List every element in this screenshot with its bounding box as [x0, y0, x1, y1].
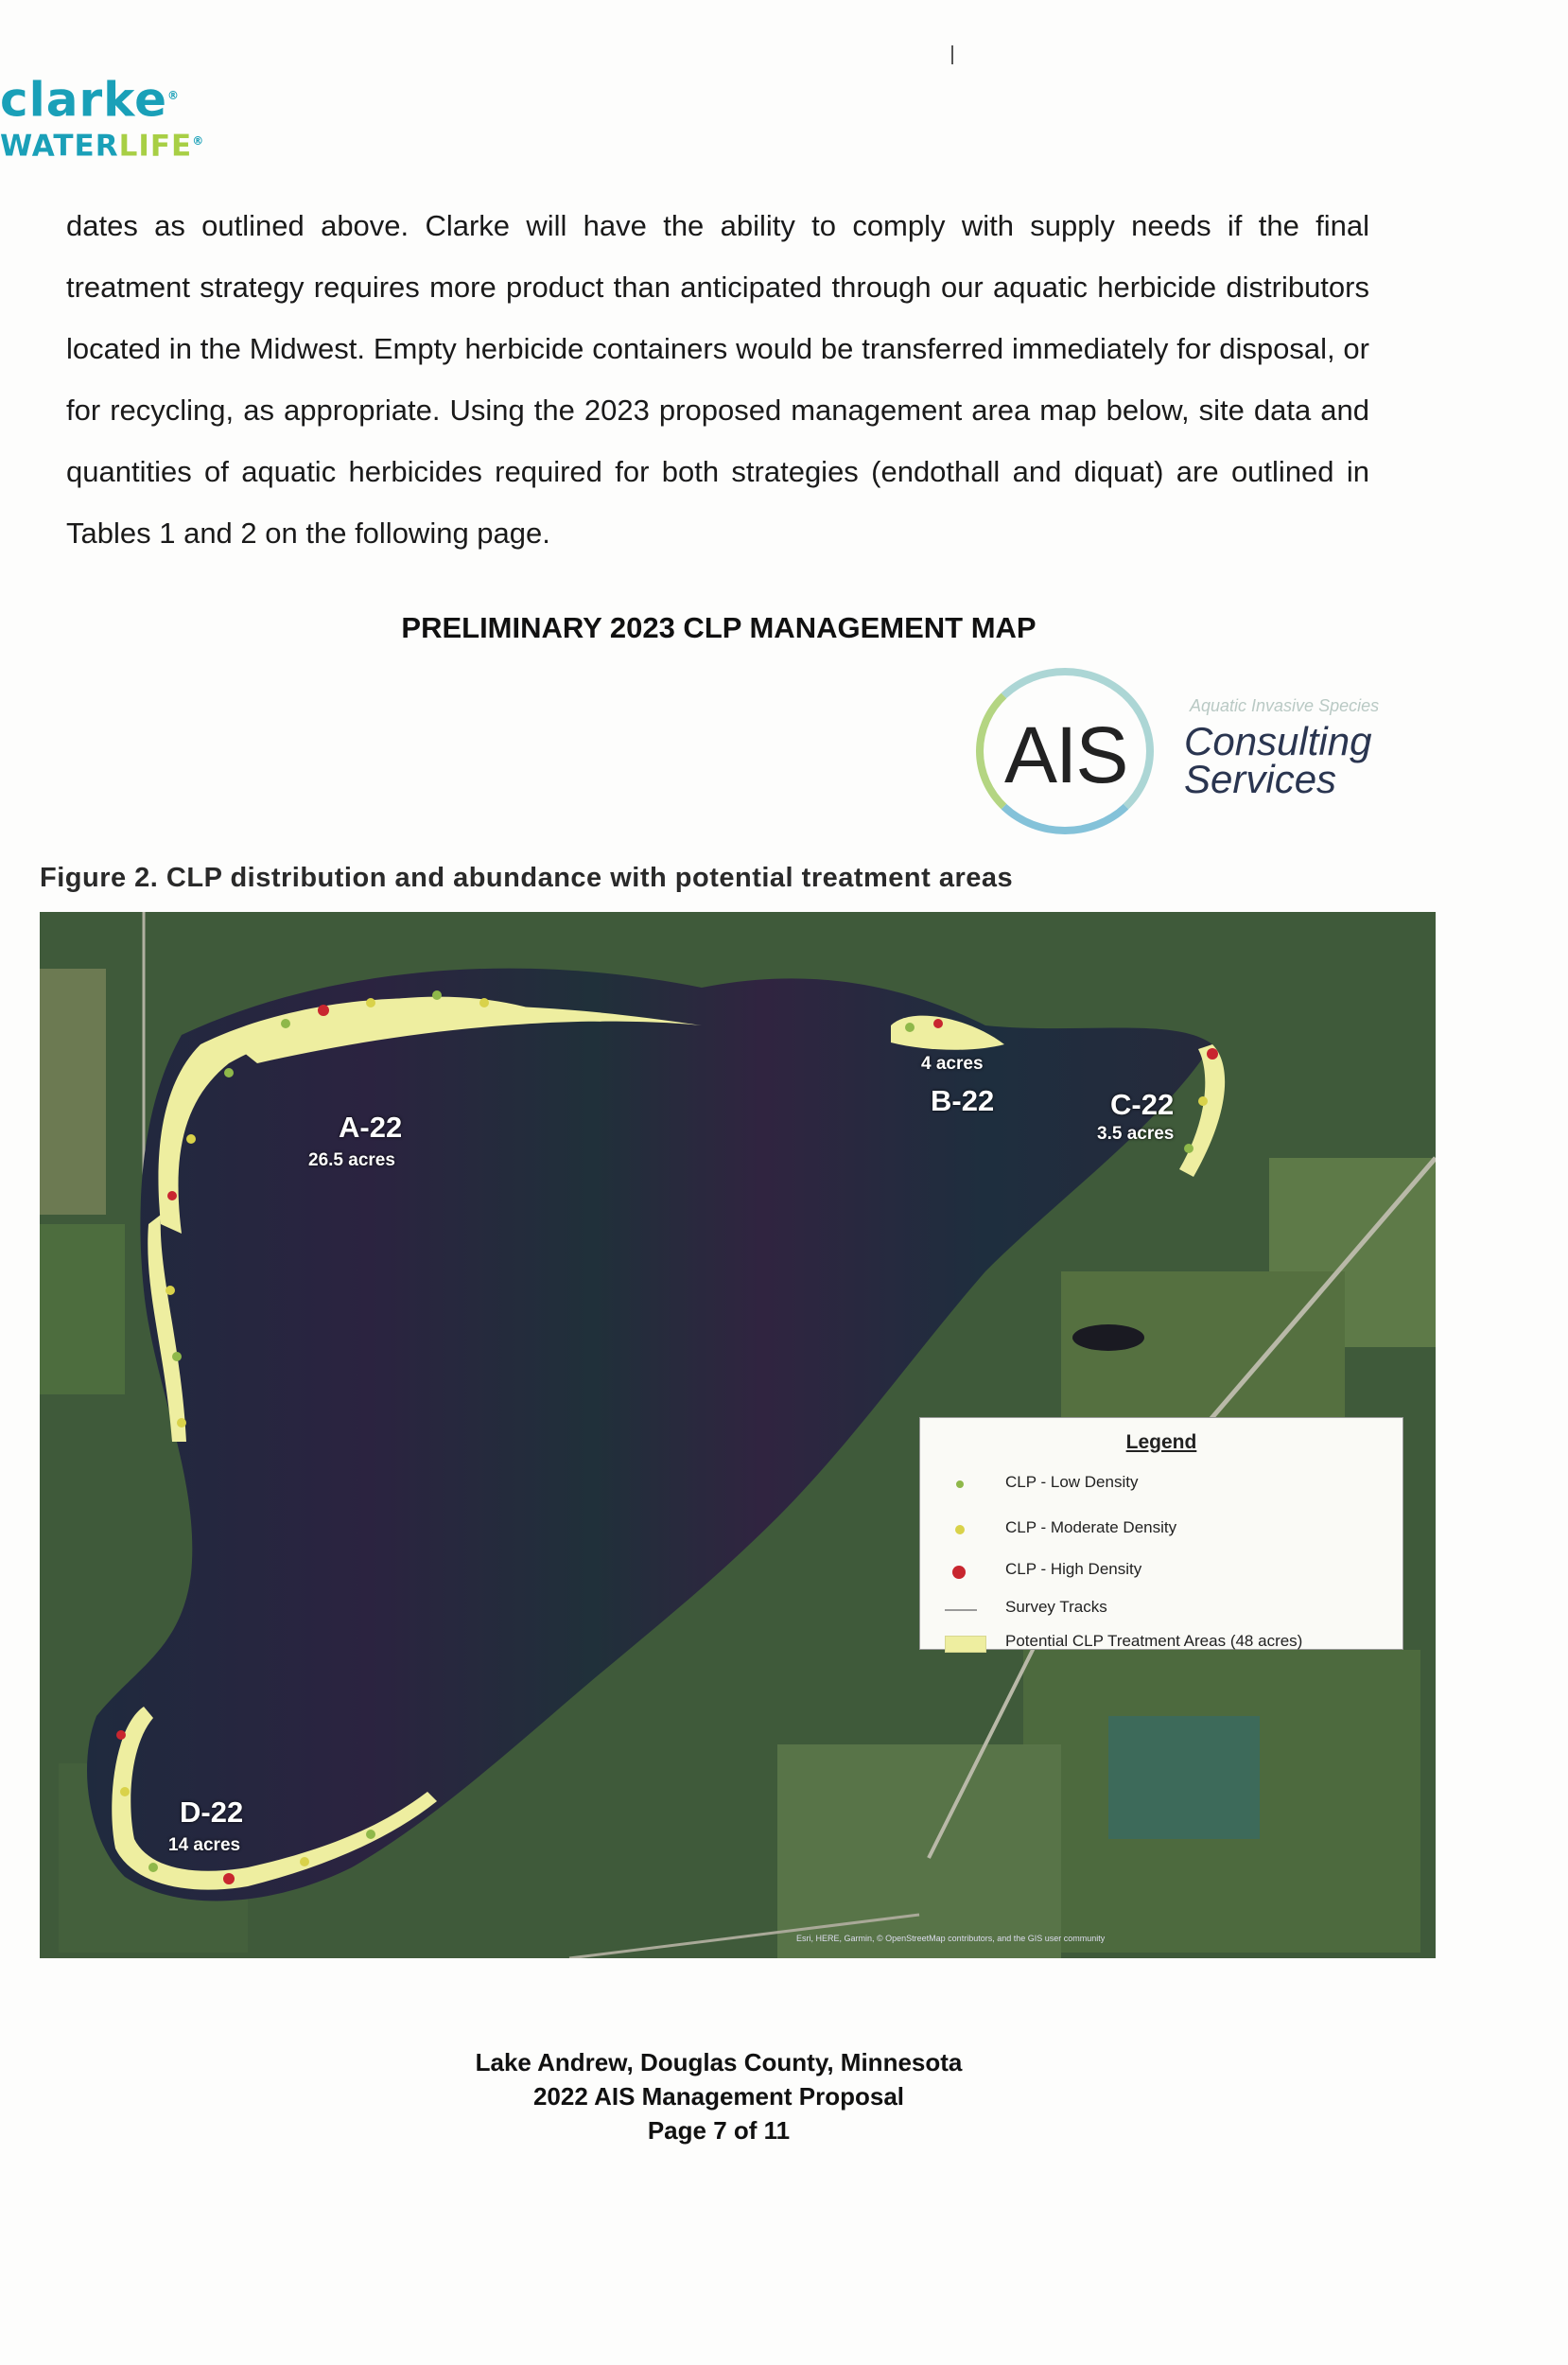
clarke-waterlife-logo: [0, 72, 204, 163]
legend-item-high-density: CLP - High Density: [952, 1560, 1397, 1585]
legend-item-moderate-density: CLP - Moderate Density: [952, 1518, 1397, 1543]
footer-page-number: Page 7 of 11: [647, 2116, 791, 2145]
legend-item-survey-tracks: Survey Tracks: [952, 1598, 1397, 1622]
area-acres-b22: 4 acres: [921, 1054, 984, 1074]
footer-location: Lake Andrew, Douglas County, Minnesota: [475, 2048, 963, 2076]
area-label-c22: C-22: [1110, 1088, 1175, 1121]
ais-logo-name: Consulting Services: [1184, 719, 1372, 801]
area-label-d22: D-22: [180, 1796, 244, 1829]
area-label-a22: A-22: [339, 1111, 403, 1144]
ais-consulting-logo: [974, 662, 1409, 851]
footer-proposal-title: 2022 AIS Management Proposal: [532, 2082, 905, 2111]
area-acres-d22: 14 acres: [168, 1835, 241, 1855]
legend-item-low-density: CLP - Low Density: [952, 1473, 1397, 1498]
survey-track-line-icon: [945, 1609, 977, 1611]
figure-caption: Figure 2. CLP distribution and abundance with potential treatment areas: [40, 863, 1014, 893]
legend-item-treatment-areas: Potential CLP Treatment Areas (48 acres): [952, 1632, 1397, 1656]
map-attribution: Esri, HERE, Garmin, © OpenStreetMap contributors, and the GIS user community: [796, 1934, 1106, 1943]
page-footer: [0, 2045, 1437, 2147]
ais-logo-tagline: Aquatic Invasive Species: [1190, 696, 1380, 715]
high-density-dot-icon: [952, 1566, 966, 1579]
area-acres-c22: 3.5 acres: [1097, 1124, 1175, 1144]
page-mark: [951, 45, 953, 64]
body-paragraph: dates as outlined above. Clarke will have the ability to comply with supply needs if the final treatment strategy requires more product than anticipated through our aquatic herbicide distributors located in the Midwest. Empty herbicide containers would be transferred immediately for disposal, or for recycling, as appropriate. Using the 2023 proposed management area map below, site data and quantities of aquatic herbicides required for both strategies (endothall and diquat) are outlined in Tables 1 and 2 on the following page.: [66, 209, 1369, 550]
map-legend: [919, 1417, 1403, 1650]
area-label-b22: B-22: [931, 1084, 995, 1117]
legend-title: Legend: [1125, 1431, 1197, 1453]
logo-clarke-wordmark: clarke®: [0, 72, 180, 128]
ais-logo-letters: AIS: [1004, 710, 1127, 799]
low-density-dot-icon: [956, 1480, 964, 1488]
lake-map: [40, 912, 1436, 1958]
moderate-density-dot-icon: [955, 1525, 965, 1534]
treatment-area-swatch-icon: [945, 1636, 986, 1653]
map-title: PRELIMINARY 2023 CLP MANAGEMENT MAP: [401, 611, 1037, 644]
logo-waterlife-wordmark: WATERLIFE®: [0, 128, 205, 163]
area-acres-a22: 26.5 acres: [308, 1150, 395, 1170]
